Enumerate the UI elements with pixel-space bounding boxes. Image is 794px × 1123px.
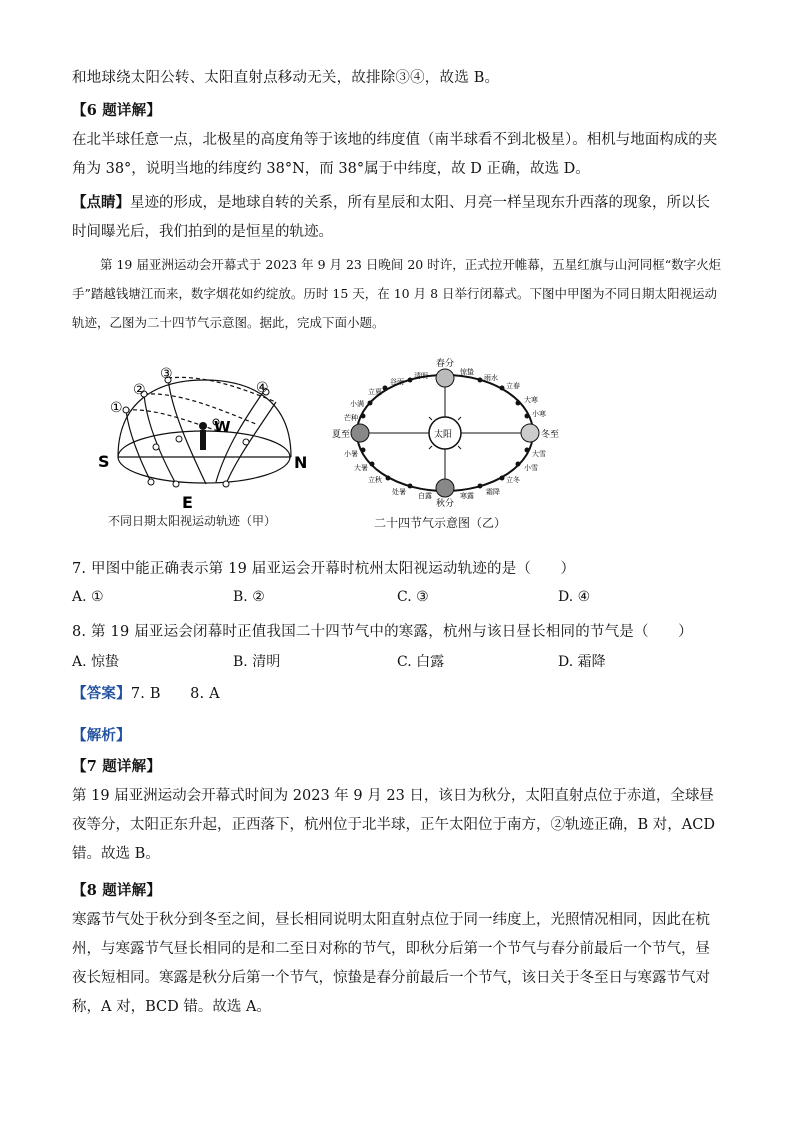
- note-tag: 【点睛】: [72, 194, 130, 211]
- term-chushu: 处暑: [392, 488, 406, 496]
- path-3-label: ③: [160, 366, 173, 382]
- solar-terms-figure: [330, 358, 560, 508]
- term-xiaoxue: 小雪: [524, 464, 538, 472]
- figure-jia-caption: 不同日期太阳视运动轨迹（甲）: [108, 514, 277, 528]
- q7-stem: 7. 甲图中能正确表示第 19 届亚运会开幕时杭州太阳视运动轨迹的是（ ）: [72, 561, 576, 577]
- q7-header: 【7 题详解】: [72, 758, 162, 775]
- term-winter: 冬至: [541, 430, 560, 440]
- term-jingzhe: 惊蛰: [460, 368, 474, 376]
- q7-options: [72, 589, 722, 609]
- q7-explanation: 第 19 届亚洲运动会开幕式时间为 2023 年 9 月 23 日，该日为秋分，太阳直射点位于赤道，全球昼夜等分，太阳正东升起，正西落下，杭州位于北半球，正午太阳位于南方，②轨迹正确，B 对，ACD 错。故选 B。: [72, 788, 715, 862]
- sun-path-figure: [96, 362, 326, 532]
- term-hanlu: 寒露: [460, 492, 474, 500]
- term-summer: 夏至: [332, 430, 351, 440]
- q8-option-c: C. 白露: [397, 654, 445, 670]
- q7-option-a: A. ①: [72, 589, 104, 605]
- analysis-tag-text: 【解析】: [72, 727, 131, 744]
- answer-text: 7. B 8. A: [130, 686, 220, 702]
- path-1-label: ①: [110, 400, 123, 416]
- figure-yi-caption: 二十四节气示意图（乙）: [374, 516, 507, 530]
- term-lichun: 立春: [506, 382, 520, 390]
- sun-path-diagram: [96, 362, 326, 532]
- q6-explanation: 在北半球任意一点，北极星的高度角等于该地的纬度值（南半球看不到北极星）。相机与地面构成的夹角为 38°，说明当地的纬度约 38°N，而 38°属于中纬度，故 D 正确，故选 D。: [72, 132, 718, 177]
- term-lidong: 立冬: [506, 476, 520, 484]
- q6-header: 【6 题详解】: [72, 102, 162, 119]
- term-xiaoshu: 小暑: [344, 450, 358, 458]
- answer-line: [72, 682, 220, 703]
- analysis-tag: [72, 724, 131, 745]
- term-dashu: 大暑: [354, 464, 368, 472]
- path-2-label: ②: [133, 382, 146, 398]
- term-yushui: 雨水: [484, 374, 498, 382]
- q7-option-d: D. ④: [558, 589, 591, 605]
- note-text: 星迹的形成，是地球自转的关系，所有星辰和太阳、月亮一样呈现东升西落的现象，所以长时间曝光后，我们拍到的是恒星的轨迹。: [72, 195, 710, 240]
- term-guyu: 谷雨: [390, 378, 404, 386]
- term-lixia: 立夏: [368, 388, 382, 396]
- term-qingming: 清明: [414, 372, 428, 380]
- term-xiaohan: 小寒: [532, 410, 546, 418]
- q8-header: 【8 题详解】: [72, 882, 162, 899]
- prev-answer-line: 和地球绕太阳公转、太阳直射点移动无关，故排除③④，故选 B。: [72, 70, 500, 86]
- q8-options: [72, 651, 722, 671]
- note-block: [72, 188, 722, 247]
- term-liqiu: 立秋: [368, 476, 382, 484]
- answer-tag: 【答案】: [72, 685, 131, 702]
- q7-option-c: C. ③: [397, 589, 429, 605]
- term-shuangjiang: 霜降: [486, 488, 500, 496]
- label-S: S: [98, 452, 110, 471]
- q8-explanation: 寒露节气处于秋分到冬至之间，昼长相同说明太阳直射点位于同一纬度上，光照情况相同，因此在杭州，与寒露节气昼长相同的是和二至日对称的节气，即秋分后第一个节气与春分前最后一个节气，昼夜长短相同。寒露是秋分后第一个节气，惊蛰是春分前最后一个节气，该日关于冬至日与寒露节气对称，A 对，BCD 错。故选 A。: [72, 912, 710, 1015]
- q8-option-a: A. 惊蛰: [72, 654, 120, 670]
- label-W: W: [214, 418, 231, 436]
- term-autumn: 秋分: [436, 499, 455, 508]
- term-mangzhong: 芒种: [344, 414, 358, 422]
- term-dahan: 大寒: [524, 396, 538, 404]
- term-spring: 春分: [436, 359, 455, 369]
- solar-terms-diagram: [330, 358, 560, 508]
- q7-option-b: B. ②: [233, 589, 265, 605]
- term-bailu: 白露: [418, 492, 432, 500]
- q8-option-b: B. 清明: [233, 654, 281, 670]
- label-N: N: [294, 453, 308, 472]
- path-4-label: ④: [256, 380, 269, 396]
- term-xiaoman: 小满: [350, 400, 364, 408]
- q8-option-d: D. 霜降: [558, 654, 606, 670]
- intro-text: 第 19 届亚洲运动会开幕式于 2023 年 9 月 23 日晚间 20 时许，正式拉开帷幕，五星红旗与山河同框“数字火炬手”踏越钱塘江而来，数字烟花如约绽放。历时 15 天，在 10 月 8 日举行闭幕式。下图中甲图为不同日期太阳视运动轨迹，乙图为二十四节气示意图。据此，完成下面小题。: [72, 257, 722, 330]
- q8-stem: 8. 第 19 届亚运会闭幕时正值我国二十四节气中的寒露，杭州与该日昼长相同的节气是（ ）: [72, 624, 693, 640]
- label-E: E: [182, 493, 193, 512]
- term-daxue: 大雪: [532, 450, 546, 458]
- sun-label: 太阳: [434, 430, 453, 440]
- question-intro: [72, 250, 728, 337]
